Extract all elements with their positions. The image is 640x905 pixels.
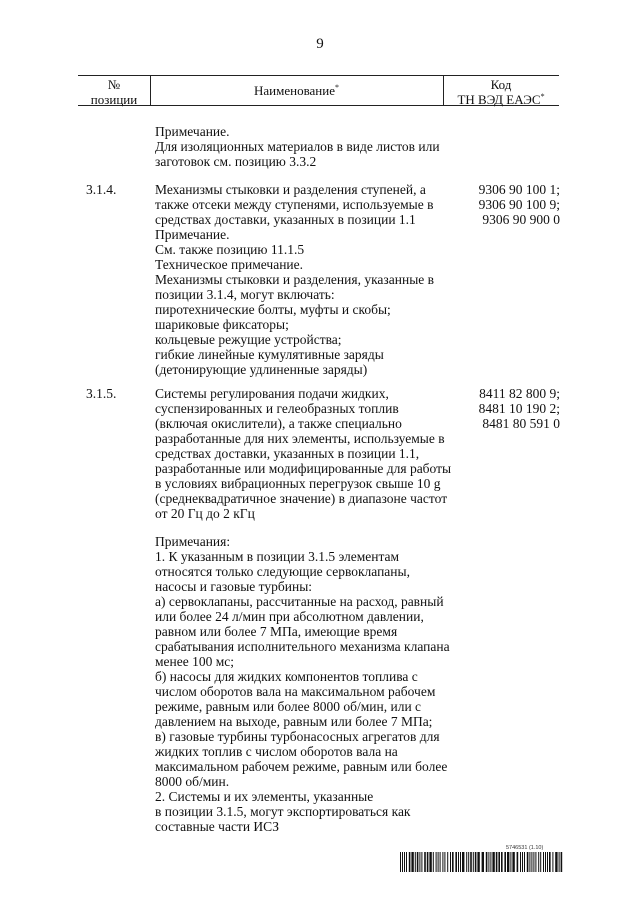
barcode-image xyxy=(400,852,564,872)
text-line: разработанные для них элементы, используемые в xyxy=(155,431,445,446)
text-line: максимальном рабочем режиме, равным или более xyxy=(155,759,448,774)
header-code-label: Код xyxy=(490,77,512,92)
header-col-number xyxy=(78,77,150,107)
text-line: давлением на выходе, равным или более 7 МПа; xyxy=(155,714,433,729)
text-line: срабатывания исполнительного механизма клапана xyxy=(155,639,450,654)
text-line: пиротехнические болты, муфты и скобы; xyxy=(155,302,391,317)
header-col-code xyxy=(443,77,559,107)
header-number-label: позиции xyxy=(90,92,138,107)
text-line: средствах доставки, указанных в позиции 1.1, xyxy=(155,446,420,461)
text-line: в) газовые турбины турбонасосных агрегатов для xyxy=(155,729,440,744)
header-number-symbol: № xyxy=(107,77,121,92)
text-line: (включая окислители), а также специально xyxy=(155,416,402,431)
code-line: 8481 80 591 0 xyxy=(482,416,560,431)
text-line: а) сервоклапаны, рассчитанные на расход, равный xyxy=(155,594,444,609)
text-line: (среднеквадратичное значение) в диапазоне частот xyxy=(155,491,448,506)
header-name-label: Наименование xyxy=(254,83,335,98)
text-line: Механизмы стыковки и разделения ступеней, а xyxy=(155,182,426,197)
text-line: жидких топлив с числом оборотов вала на xyxy=(155,744,398,759)
barcode-label: 5746531 (1.10) xyxy=(506,845,544,851)
header-name-footnote-mark: * xyxy=(335,83,339,92)
row-2-number: 3.1.5. xyxy=(86,386,117,401)
text-line: См. также позицию 11.1.5 xyxy=(155,242,305,257)
text-line: шариковые фиксаторы; xyxy=(155,317,289,332)
text-line: от 20 Гц до 2 кГц xyxy=(155,506,255,521)
text-line: Механизмы стыковки и разделения, указанные в xyxy=(155,272,435,287)
text-line: суспензированных и гелеобразных топлив xyxy=(155,401,399,416)
text-line: 1. К указанным в позиции 3.1.5 элементам xyxy=(155,549,400,564)
row-0-name xyxy=(155,124,460,169)
page-number: 9 xyxy=(316,36,324,52)
text-line: Техническое примечание. xyxy=(155,257,304,272)
text-line: также отсеки между ступенями, используемые в xyxy=(155,197,434,212)
row-1-number: 3.1.4. xyxy=(86,182,117,197)
text-line: (детонирующие удлиненные заряды) xyxy=(155,362,368,377)
text-line: Примечание. xyxy=(155,124,230,139)
code-line: 9306 90 100 1; xyxy=(478,182,560,197)
text-line: гибкие линейные кумулятивные заряды xyxy=(155,347,384,362)
code-line: 9306 90 900 0 xyxy=(482,212,560,227)
text-line: относятся только следующие сервоклапаны, xyxy=(155,564,410,579)
text-line: Для изоляционных материалов в виде листов или xyxy=(155,139,440,154)
text-line: 8000 об/мин. xyxy=(155,774,230,789)
text-line: числом оборотов вала на максимальном рабочем xyxy=(155,684,436,699)
text-line: позиции 3.1.4, могут включать: xyxy=(155,287,335,302)
text-line: или более 24 л/мин при абсолютном давлении, xyxy=(155,609,424,624)
text-line: кольцевые режущие устройства; xyxy=(155,332,342,347)
text-line: Примечание. xyxy=(155,227,230,242)
text-line: менее 100 мс; xyxy=(155,654,235,669)
text-line: Системы регулирования подачи жидких, xyxy=(155,386,389,401)
header-col-name xyxy=(150,83,443,98)
text-line: Примечания: xyxy=(155,534,231,549)
text-line: равном или более 7 МПа, имеющие время xyxy=(155,624,398,639)
text-line: в позиции 3.1.5, могут экспортироваться как xyxy=(155,804,411,819)
row-2-name xyxy=(155,386,460,521)
text-line: составные части ИСЗ xyxy=(155,819,279,834)
text-line: б) насосы для жидких компонентов топлива с xyxy=(155,669,418,684)
row-2-codes xyxy=(462,386,560,431)
text-line: насосы и газовые турбины: xyxy=(155,579,313,594)
text-line: средствах доставки, указанных в позиции 1.1 xyxy=(155,212,416,227)
text-line: 2. Системы и их элементы, указанные xyxy=(155,789,374,804)
code-line: 8481 10 190 2; xyxy=(478,401,560,416)
code-line: 9306 90 100 9; xyxy=(478,197,560,212)
code-line: 8411 82 800 9; xyxy=(479,386,560,401)
header-code-footnote-mark: * xyxy=(540,92,545,101)
text-line: в условиях вибрационных перегрузок свыше 10 g xyxy=(155,476,441,491)
header-code-sublabel: ТН ВЭД ЕАЭС xyxy=(457,92,541,107)
row-1-name xyxy=(155,182,460,377)
row-1-codes xyxy=(462,182,560,227)
text-line: режиме, равным или более 8000 об/мин, или с xyxy=(155,699,422,714)
text-line: заготовок см. позицию 3.3.2 xyxy=(155,154,317,169)
text-line: разработанные или модифицированные для работы xyxy=(155,461,452,476)
row-3-name xyxy=(155,534,460,834)
